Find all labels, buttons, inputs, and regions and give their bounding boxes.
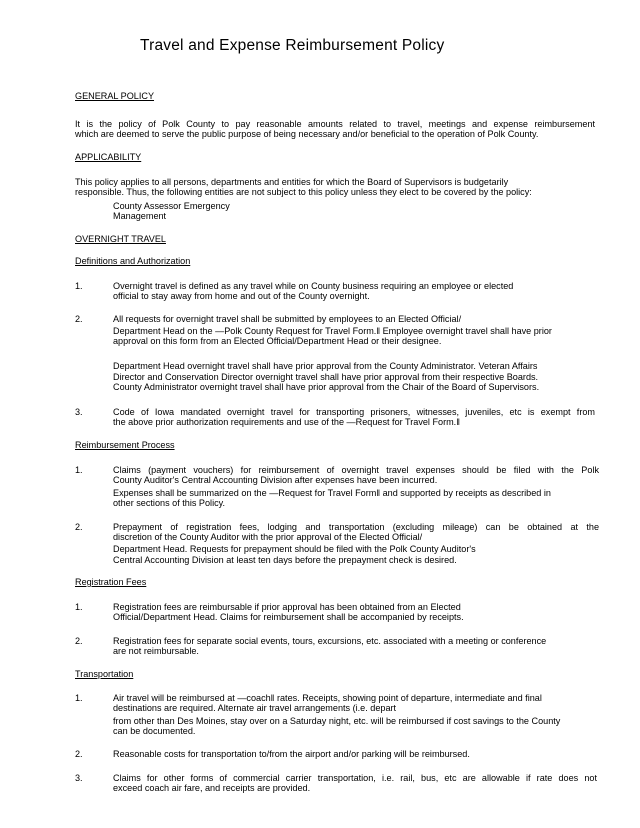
list-item-line: Reasonable costs for transportation to/from the airport and/or parking will be reimbursed. bbox=[113, 749, 470, 759]
registration-heading: Registration Fees bbox=[75, 577, 147, 587]
entity-item: Management bbox=[113, 211, 167, 221]
general-policy-line: It is the policy of Polk County to pay reasonable amounts related to travel, meetings and expense reimbursement bbox=[75, 119, 595, 129]
list-item-line: approval on this form from an Elected Official/Department Head or their designee. bbox=[113, 336, 442, 346]
overnight-travel-heading: OVERNIGHT TRAVEL bbox=[75, 234, 166, 244]
list-number: 2. bbox=[75, 522, 83, 532]
list-item-line: Expenses shall be summarized on the —Request for Travel Form‖ and supported by receipts as described in bbox=[113, 488, 551, 498]
list-item-line: County Administrator overnight travel shall have prior approval from the Chair of the Board of Supervisors. bbox=[113, 382, 540, 392]
applicability-line: responsible. Thus, the following entities are not subject to this policy unless they elect to be covered by the policy: bbox=[75, 187, 532, 197]
list-item-line: Claims for other forms of commercial carrier transportation, i.e. rail, bus, etc are allowable if rate does not bbox=[113, 773, 597, 783]
list-item-line: Official/Department Head. Claims for reimbursement shall be accompanied by receipts. bbox=[113, 612, 464, 622]
applicability-heading: APPLICABILITY bbox=[75, 152, 142, 162]
list-item-line: Department Head on the —Polk County Request for Travel Form.‖ Employee overnight travel shall have prior bbox=[113, 326, 552, 336]
list-number: 2. bbox=[75, 314, 83, 324]
applicability-line: This policy applies to all persons, departments and entities for which the Board of Supervisors is budgetarily bbox=[75, 177, 509, 187]
list-item-line: Code of Iowa mandated overnight travel for transporting prisoners, witnesses, juveniles, etc is exempt from bbox=[113, 407, 595, 417]
list-item-line: are not reimbursable. bbox=[113, 646, 199, 656]
list-number: 3. bbox=[75, 773, 83, 783]
list-number: 1. bbox=[75, 693, 83, 703]
list-item-line: destinations are required. Alternate air travel arrangements (i.e. depart bbox=[113, 703, 397, 713]
list-number: 2. bbox=[75, 636, 83, 646]
list-item-line: Air travel will be reimbursed at —coach‖ rates. Receipts, showing point of departure, intermediate and final bbox=[113, 693, 542, 703]
list-number: 1. bbox=[75, 465, 83, 475]
page-title: Travel and Expense Reimbursement Policy bbox=[140, 37, 445, 54]
list-item-line: Prepayment of registration fees, lodging and transportation (excluding mileage) can be obtained at the bbox=[113, 522, 599, 532]
list-item-line: Department Head. Requests for prepayment should be filed with the Polk County Auditor's bbox=[113, 544, 476, 554]
list-number: 3. bbox=[75, 407, 83, 417]
general-policy-line: which are deemed to serve the public purpose of being necessary and/or beneficial to the operation of Polk County. bbox=[75, 129, 539, 139]
list-item-line: Registration fees are reimbursable if prior approval has been obtained from an Elected bbox=[113, 602, 461, 612]
list-item-line: County Auditor's Central Accounting Division after expenses have been incurred. bbox=[113, 475, 438, 485]
list-item-line: Director and Conservation Director overnight travel shall have prior approval from their respective Boards. bbox=[113, 372, 539, 382]
list-item-line: All requests for overnight travel shall be submitted by employees to an Elected Official/ bbox=[113, 314, 462, 324]
entity-item: County Assessor Emergency bbox=[113, 201, 230, 211]
list-item-line: Department Head overnight travel shall have prior approval from the County Administrator. Veteran Affairs bbox=[113, 361, 538, 371]
list-number: 1. bbox=[75, 281, 83, 291]
definitions-heading: Definitions and Authorization bbox=[75, 256, 191, 266]
list-item-line: from other than Des Moines, stay over on a Saturday night, etc. will be reimbursed if cost savings to the County bbox=[113, 716, 561, 726]
list-item-line: discretion of the County Auditor with the prior approval of the Elected Official/ bbox=[113, 532, 423, 542]
reimbursement-heading: Reimbursement Process bbox=[75, 440, 175, 450]
list-item-line: official to stay away from home and out of the County overnight. bbox=[113, 291, 370, 301]
list-item-line: Central Accounting Division at least ten days before the prepayment check is desired. bbox=[113, 555, 457, 565]
list-item-line: Registration fees for separate social events, tours, excursions, etc. associated with a meeting or conference bbox=[113, 636, 547, 646]
list-number: 1. bbox=[75, 602, 83, 612]
list-item-line: Overnight travel is defined as any travel while on County business requiring an employee or elected bbox=[113, 281, 514, 291]
transportation-heading: Transportation bbox=[75, 669, 134, 679]
list-item-line: the above prior authorization requirements and use of the —Request for Travel Form.‖ bbox=[113, 417, 460, 427]
list-item-line: can be documented. bbox=[113, 726, 196, 736]
general-policy-heading: GENERAL POLICY bbox=[75, 91, 155, 101]
list-item-line: Claims (payment vouchers) for reimbursement of overnight travel expenses should be filed with the Polk bbox=[113, 465, 599, 475]
list-number: 2. bbox=[75, 749, 83, 759]
list-item-line: exceed coach air fare, and receipts are provided. bbox=[113, 783, 311, 793]
list-item-line: other sections of this Policy. bbox=[113, 498, 226, 508]
